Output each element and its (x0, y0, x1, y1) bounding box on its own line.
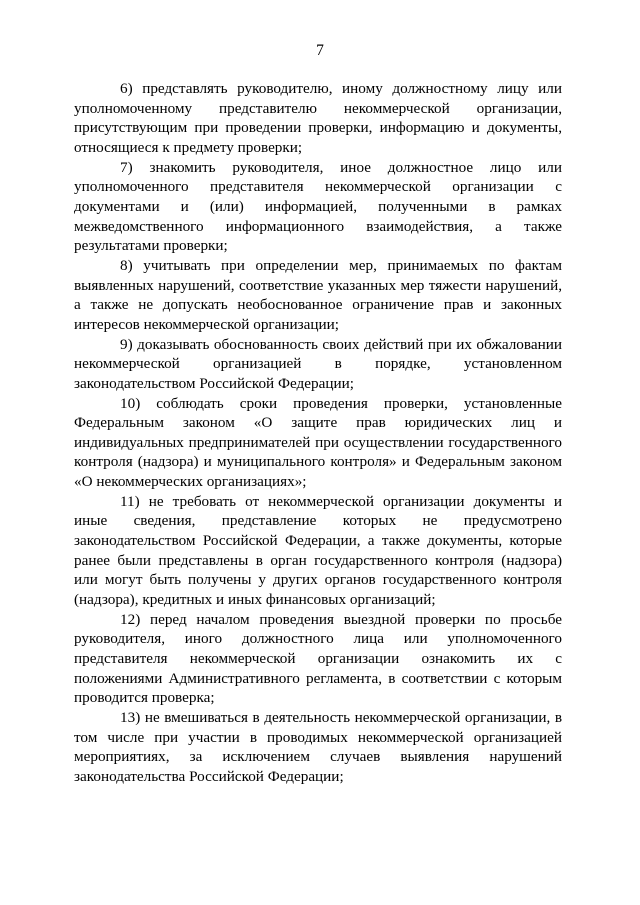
paragraph-item-13: 13) не вмешиваться в деятельность некоммерческой организации, в том числе при участии в проводимых некоммерческой организацией мероприятиях, за исключением случаев выявления нарушений законодательства Российской Федерации; (74, 709, 562, 785)
paragraph-item-12: 12) перед началом проведения выездной проверки по просьбе руководителя, иного должностного лица или уполномоченного представителя некоммерческой организации ознакомить их с положениями Административного регламента, в соответствии с которым проводится проверка; (74, 610, 562, 707)
paragraph-item-11: 11) не требовать от некоммерческой организации документы и иные сведения, представление которых не предусмотрено законодательством Российской Федерации, а также документы, которые ранее были представлены в орган государственного контроля (надзора) или могут быть получены у других органов государственного контроля (надзора), кредитных и иных финансовых организаций; (74, 492, 562, 609)
paragraph-item-7: 7) знакомить руководителя, иное должностное лицо или уполномоченного представителя некоммерческой организации с документами и (или) информацией, полученными в рамках межведомственного информационного взаимодействия, а также результатами проверки; (74, 158, 562, 255)
paragraph-item-10: 10) соблюдать сроки проведения проверки, установленные Федеральным законом «О защите прав юридических лиц и индивидуальных предпринимателей при осуществлении государственного контроля (надзора) и муниципального контроля» и Федеральным законом «О некоммерческих организациях»; (74, 394, 562, 491)
page-number: 7 (316, 42, 324, 59)
paragraph-item-9: 9) доказывать обоснованность своих действий при их обжаловании некоммерческой организацией в порядке, установленном законодательством Российской Федерации; (74, 335, 562, 392)
paragraph-item-6: 6) представлять руководителю, иному должностному лицу или уполномоченному представителю некоммерческой организации, присутствующим при проведении проверки, информацию и документы, относящиеся к предмету проверки; (74, 80, 562, 156)
document-body (74, 79, 562, 787)
paragraph-item-8: 8) учитывать при определении мер, принимаемых по фактам выявленных нарушений, соответствие указанных мер тяжести нарушений, а также не допускать необоснованное ограничение прав и законных интересов некоммерческой организации; (74, 256, 562, 333)
